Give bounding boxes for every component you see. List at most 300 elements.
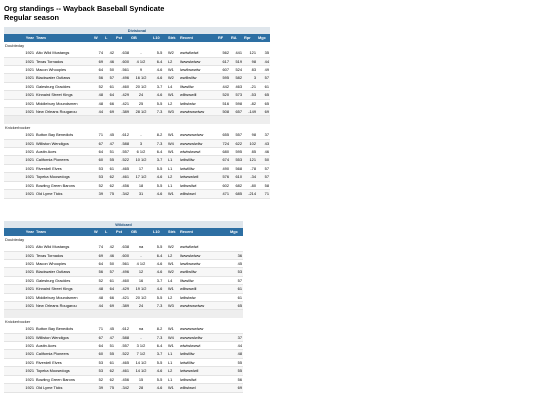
table-cell: .557 — [115, 342, 130, 350]
table-cell[interactable]: Button Bay Benedicts — [35, 325, 93, 333]
table-cell: 5-5 — [152, 49, 167, 57]
table-cell[interactable]: Topeka Moosedogs — [35, 173, 93, 181]
table-cell: 61 — [104, 82, 115, 90]
table-cell: .342 — [115, 190, 130, 198]
table-cell[interactable]: Bowling Green Barons — [35, 375, 93, 383]
table-cell: 18 — [130, 181, 152, 189]
table-cell: 75 — [104, 190, 115, 198]
divisional-column-header[interactable]: GB — [130, 34, 152, 41]
table-cell: .522 — [115, 350, 130, 358]
table-cell: 64 — [93, 148, 104, 156]
table-cell[interactable]: Macon Whoopies — [35, 66, 93, 74]
table-cell: 52 — [93, 82, 104, 90]
table-cell: W1 — [167, 384, 179, 392]
table-cell: wlllwwwlll — [179, 285, 229, 293]
table-cell: 67 — [93, 333, 104, 341]
table-cell: 53 — [93, 164, 104, 172]
table-cell: 20 1/2 — [130, 82, 152, 90]
table-cell: 69 — [93, 251, 104, 259]
table-row — [4, 358, 243, 366]
table-cell: -78 — [243, 164, 257, 172]
wildcard-column-header[interactable]: Recent — [179, 228, 229, 235]
table-cell: 595 — [230, 148, 243, 156]
table-cell: 85 — [243, 148, 257, 156]
table-row — [4, 82, 270, 90]
table-cell: 519 — [230, 57, 243, 65]
table-cell — [229, 243, 243, 251]
table-cell: 1921 — [4, 181, 35, 189]
wildcard-column-header[interactable]: W — [93, 228, 104, 235]
table-cell[interactable]: Old Lyme Ticks — [35, 190, 93, 198]
table-cell: 1921 — [4, 251, 35, 259]
table-cell: 1921 — [4, 384, 35, 392]
table-cell: 19 1/2 — [130, 285, 152, 293]
wildcard-column-header[interactable]: Pct — [115, 228, 130, 235]
table-cell: 69 — [104, 302, 115, 310]
table-cell: 1921 — [4, 342, 35, 350]
table-cell: 1921 — [4, 139, 35, 147]
table-cell: 7-3 — [152, 302, 167, 310]
table-cell: 46 — [257, 148, 270, 156]
table-cell: -34 — [243, 173, 257, 181]
table-cell: .460 — [115, 276, 130, 284]
table-cell: 4 1/2 — [130, 260, 152, 268]
table-cell: .557 — [115, 148, 130, 156]
table-cell: wlwlwlwwwl — [179, 148, 217, 156]
table-cell: - — [130, 131, 152, 139]
table-cell: 617 — [217, 57, 230, 65]
table-cell: L1 — [167, 375, 179, 383]
table-cell[interactable]: Bowling Green Barons — [35, 181, 93, 189]
table-cell: lwwllwwwlw — [179, 260, 229, 268]
table-cell: 55 — [229, 358, 243, 366]
table-cell: .460 — [115, 82, 130, 90]
table-cell: 4-6 — [152, 367, 167, 375]
wildcard-column-header[interactable]: Strk — [167, 228, 179, 235]
table-cell: 1921 — [4, 156, 35, 164]
table-cell: 50 — [104, 66, 115, 74]
table-cell: 44 — [93, 108, 104, 116]
table-cell: W1 — [167, 131, 179, 139]
table-cell: 64 — [93, 342, 104, 350]
table-cell: W1 — [167, 66, 179, 74]
table-cell: lwllwlwlw — [179, 99, 217, 107]
table-cell: 66 — [104, 293, 115, 301]
divisional-column-header[interactable]: Strk — [167, 34, 179, 41]
wildcard-column-header[interactable]: L — [104, 228, 115, 235]
table-cell[interactable]: Old Lyme Ticks — [35, 384, 93, 392]
table-cell: 62 — [104, 375, 115, 383]
table-cell: 98 — [243, 131, 257, 139]
table-cell: 61 — [104, 358, 115, 366]
table-row — [4, 268, 243, 276]
table-cell: 39 — [93, 384, 104, 392]
table-cell: 622 — [230, 139, 243, 147]
table-cell: 4-6 — [152, 285, 167, 293]
table-cell[interactable]: Button Bay Benedicts — [35, 131, 93, 139]
table-cell: 3-7 — [152, 156, 167, 164]
table-cell: 57 — [104, 268, 115, 276]
table-cell: lwlwlllllw — [179, 358, 229, 366]
table-cell: 7-3 — [152, 108, 167, 116]
table-cell: 5-5 — [152, 181, 167, 189]
table-cell: 58 — [257, 181, 270, 189]
table-cell: 57 — [104, 74, 115, 82]
table-cell: 20 1/2 — [130, 293, 152, 301]
table-cell: .421 — [115, 99, 130, 107]
table-cell: .389 — [115, 108, 130, 116]
table-cell: 37 — [229, 333, 243, 341]
table-cell: 48 — [93, 99, 104, 107]
table-cell: 1921 — [4, 276, 35, 284]
divisional-column-header[interactable]: RF — [217, 34, 230, 41]
table-cell: .612 — [115, 131, 130, 139]
table-cell: 51 — [104, 342, 115, 350]
table-cell: lwllwlwlw — [179, 293, 229, 301]
table-cell[interactable]: Blackwater Outlaws — [35, 268, 93, 276]
divisional-column-header[interactable]: Rpr — [243, 34, 257, 41]
table-row — [4, 243, 243, 251]
table-cell: L2 — [167, 367, 179, 375]
divisional-column-header[interactable]: RA — [230, 34, 243, 41]
table-cell: W1 — [167, 91, 179, 99]
table-cell: 3-7 — [152, 82, 167, 90]
divisional-column-header[interactable]: Year — [4, 34, 35, 41]
table-cell: L4 — [167, 82, 179, 90]
table-cell: .389 — [115, 302, 130, 310]
table-cell: 65 — [229, 302, 243, 310]
table-cell: .638 — [115, 49, 130, 57]
table-row — [4, 91, 270, 99]
table-cell: .465 — [115, 164, 130, 172]
table-cell: 61 — [229, 285, 243, 293]
table-cell: lwllwllllw — [179, 156, 217, 164]
wildcard-column-header[interactable]: Team — [35, 228, 93, 235]
table-cell: 3-7 — [152, 350, 167, 358]
table-cell: 610 — [230, 173, 243, 181]
table-cell[interactable]: Alto Wild Mustangs — [35, 49, 93, 57]
table-cell: 4 1/2 — [130, 57, 152, 65]
table-cell: lwllwllllw — [179, 350, 229, 358]
table-cell[interactable]: Williston Wendigos — [35, 333, 93, 341]
table-cell[interactable]: New Orleans Rougarou — [35, 302, 93, 310]
table-row — [4, 333, 243, 341]
table-cell: 35 — [257, 49, 270, 57]
table-row — [4, 276, 243, 284]
table-cell: 3 — [130, 139, 152, 147]
table-cell: wwlllwlllw — [179, 74, 217, 82]
table-cell: 1921 — [4, 148, 35, 156]
table-cell: L2 — [167, 57, 179, 65]
table-cell: 48 — [229, 350, 243, 358]
table-cell: 1921 — [4, 190, 35, 198]
table-cell: - — [130, 333, 152, 341]
table-cell: - — [130, 49, 152, 57]
table-cell[interactable]: Kinnaird Street Kings — [35, 285, 93, 293]
table-cell: 62 — [104, 173, 115, 181]
table-cell: 62 — [104, 367, 115, 375]
table-cell: L1 — [167, 350, 179, 358]
table-cell: 1921 — [4, 49, 35, 57]
table-cell[interactable]: Alto Wild Mustangs — [35, 243, 93, 251]
table-cell: 57 — [257, 74, 270, 82]
table-cell: 17 1/2 — [130, 173, 152, 181]
table-cell: 75 — [104, 384, 115, 392]
table-cell[interactable]: California Pioneers — [35, 350, 93, 358]
table-cell: .456 — [115, 375, 130, 383]
table-row — [4, 108, 270, 116]
divisional-column-header[interactable]: L10 — [152, 34, 167, 41]
table-cell: 74 — [93, 243, 104, 251]
table-cell: 66 — [104, 99, 115, 107]
table-cell: 24 — [130, 302, 152, 310]
table-cell: 47 — [104, 139, 115, 147]
table-cell: 9 — [130, 66, 152, 74]
table-row — [4, 260, 243, 268]
table-cell: 48 — [93, 91, 104, 99]
table-cell: 45 — [104, 131, 115, 139]
table-cell: 46 — [104, 251, 115, 259]
table-cell: 55 — [104, 350, 115, 358]
page-subtitle: Regular season — [4, 13, 60, 22]
table-cell: lwlwwwlwll — [179, 173, 217, 181]
table-cell: 5-5 — [152, 243, 167, 251]
table-cell: 1921 — [4, 66, 35, 74]
table-row — [4, 148, 270, 156]
table-cell[interactable]: Riverdell Elves — [35, 358, 93, 366]
page-title: Org standings -- Wayback Baseball Syndicate — [4, 4, 165, 13]
table-cell: 53 — [93, 358, 104, 366]
wildcard-group-label: Knickerbocker — [4, 318, 243, 325]
table-cell: 56 — [93, 268, 104, 276]
table-row — [4, 66, 270, 74]
table-cell[interactable]: California Pioneers — [35, 156, 93, 164]
table-cell: 4-6 — [152, 91, 167, 99]
table-cell: 5-5 — [152, 375, 167, 383]
table-cell: 48 — [93, 285, 104, 293]
table-cell[interactable]: Texas Tornados — [35, 251, 93, 259]
table-cell: 4-6 — [152, 190, 167, 198]
table-cell: .600 — [115, 57, 130, 65]
wildcard-standings-table — [4, 221, 243, 393]
table-cell: 1921 — [4, 99, 35, 107]
table-cell: .612 — [115, 325, 130, 333]
table-cell: 657 — [230, 108, 243, 116]
table-cell: 1921 — [4, 293, 35, 301]
table-cell: 602 — [217, 181, 230, 189]
table-cell: .561 — [115, 260, 130, 268]
table-cell: 1921 — [4, 285, 35, 293]
table-cell: 67 — [93, 139, 104, 147]
table-row — [4, 251, 243, 259]
table-cell: wlllwlwwl — [179, 384, 229, 392]
table-cell: L4 — [167, 276, 179, 284]
table-cell: 8-2 — [152, 325, 167, 333]
table-cell: 4-6 — [152, 384, 167, 392]
table-cell: 655 — [217, 131, 230, 139]
table-cell: 64 — [93, 260, 104, 268]
divisional-header-row — [4, 34, 270, 41]
table-cell: 607 — [217, 66, 230, 74]
table-cell: 64 — [93, 66, 104, 74]
table-cell: 508 — [217, 108, 230, 116]
table-cell: wlwlwlwwwl — [179, 342, 229, 350]
table-cell: wwwwwlwllw — [179, 333, 229, 341]
table-cell: wwlllwlllw — [179, 268, 229, 276]
table-cell: 14 1/2 — [130, 358, 152, 366]
table-cell[interactable]: Blackwater Outlaws — [35, 74, 93, 82]
table-cell: W2 — [167, 268, 179, 276]
table-row — [4, 156, 270, 164]
table-cell[interactable]: Williston Wendigos — [35, 139, 93, 147]
table-cell: 1921 — [4, 82, 35, 90]
table-cell: 12 — [130, 268, 152, 276]
group-spacer — [4, 310, 243, 318]
table-cell: 69 — [229, 384, 243, 392]
table-cell: 53 — [229, 268, 243, 276]
table-cell: 51 — [104, 148, 115, 156]
table-cell: 53 — [93, 173, 104, 181]
wildcard-column-header[interactable]: L10 — [152, 228, 167, 235]
table-cell[interactable]: Austin Aces — [35, 342, 93, 350]
table-cell: 65 — [257, 91, 270, 99]
table-cell: 50 — [257, 156, 270, 164]
table-cell[interactable]: Galesburg Grackles — [35, 82, 93, 90]
table-cell: wwwwwwlww — [179, 325, 229, 333]
table-cell: 1921 — [4, 350, 35, 358]
table-cell: wwwlwwwlww — [179, 108, 217, 116]
table-cell: 43 — [257, 139, 270, 147]
table-cell: 553 — [230, 156, 243, 164]
table-row — [4, 131, 270, 139]
table-cell: 520 — [217, 91, 230, 99]
table-cell: 56 — [229, 375, 243, 383]
table-cell: 1921 — [4, 57, 35, 65]
divisional-column-header[interactable]: Pct — [115, 34, 130, 41]
table-cell: 6-4 — [152, 251, 167, 259]
table-cell: 47 — [104, 333, 115, 341]
divisional-column-header[interactable]: Recent — [179, 34, 217, 41]
divisional-column-header[interactable]: Mgc — [257, 34, 270, 41]
table-cell: 121 — [243, 49, 257, 57]
table-cell[interactable]: Macon Whoopies — [35, 260, 93, 268]
table-cell: W1 — [167, 342, 179, 350]
table-cell[interactable]: Topeka Moosedogs — [35, 367, 93, 375]
table-cell: 50 — [104, 260, 115, 268]
table-cell: 61 — [257, 82, 270, 90]
table-cell: 53 — [93, 367, 104, 375]
table-cell: 61 — [104, 276, 115, 284]
table-row — [4, 57, 270, 65]
table-cell: wwwlwwwlww — [179, 302, 229, 310]
table-row — [4, 384, 243, 392]
table-cell[interactable]: Middlebury Moundsmen — [35, 293, 93, 301]
table-cell: na — [130, 243, 152, 251]
table-cell: 524 — [230, 66, 243, 74]
table-cell: 121 — [243, 156, 257, 164]
table-cell: 724 — [217, 139, 230, 147]
table-cell: 28 — [130, 384, 152, 392]
table-row — [4, 285, 243, 293]
wildcard-column-header[interactable]: GB — [130, 228, 152, 235]
table-cell: 52 — [93, 375, 104, 383]
table-row — [4, 367, 243, 375]
table-cell[interactable]: New Orleans Rougarou — [35, 108, 93, 116]
table-cell: 7-3 — [152, 139, 167, 147]
table-cell: 57 — [229, 276, 243, 284]
table-cell: 14 1/2 — [130, 367, 152, 375]
table-cell: 6-4 — [152, 57, 167, 65]
divisional-column-header[interactable]: L — [104, 34, 115, 41]
table-cell: 55 — [229, 367, 243, 375]
table-cell: W4 — [167, 333, 179, 341]
table-cell: 5-5 — [152, 99, 167, 107]
table-cell: lwwllwwwlw — [179, 66, 217, 74]
table-cell: L2 — [167, 293, 179, 301]
table-cell: 16 1/2 — [130, 74, 152, 82]
table-cell: L1 — [167, 181, 179, 189]
divisional-column-header[interactable]: W — [93, 34, 104, 41]
wildcard-column-header[interactable]: Mgc — [229, 228, 243, 235]
table-cell[interactable]: Texas Tornados — [35, 57, 93, 65]
table-cell: .522 — [115, 156, 130, 164]
table-cell: wlllwlwwl — [179, 190, 217, 198]
table-cell: 16 — [130, 276, 152, 284]
table-cell: W1 — [167, 260, 179, 268]
table-cell: 39 — [93, 190, 104, 198]
table-cell: 62 — [104, 181, 115, 189]
table-cell: 1921 — [4, 325, 35, 333]
table-cell: 5-5 — [152, 358, 167, 366]
table-cell: 71 — [93, 325, 104, 333]
table-cell: 25 — [130, 99, 152, 107]
table-cell: wwlwllwlwl — [179, 49, 217, 57]
table-cell: 576 — [217, 173, 230, 181]
table-row — [4, 99, 270, 107]
wildcard-column-header[interactable]: Year — [4, 228, 35, 235]
table-cell[interactable]: Middlebury Moundsmen — [35, 99, 93, 107]
table-cell: - — [130, 251, 152, 259]
table-cell: W1 — [167, 148, 179, 156]
table-cell: 7-3 — [152, 333, 167, 341]
table-cell[interactable]: Austin Aces — [35, 148, 93, 156]
table-cell: 74 — [93, 49, 104, 57]
table-cell: 1921 — [4, 358, 35, 366]
table-cell: 682 — [230, 181, 243, 189]
table-cell: 98 — [243, 57, 257, 65]
table-cell: .638 — [115, 243, 130, 251]
divisional-column-header[interactable]: Team — [35, 34, 93, 41]
table-cell: 4-6 — [152, 173, 167, 181]
table-cell: 490 — [217, 164, 230, 172]
table-cell[interactable]: Galesburg Grackles — [35, 276, 93, 284]
table-cell: 71 — [93, 131, 104, 139]
table-row — [4, 74, 270, 82]
table-cell: 64 — [104, 91, 115, 99]
table-cell: 44 — [229, 342, 243, 350]
table-cell: 595 — [217, 74, 230, 82]
table-cell: 71 — [257, 190, 270, 198]
table-cell: -149 — [243, 108, 257, 116]
table-cell: -214 — [243, 190, 257, 198]
table-cell: 60 — [93, 156, 104, 164]
table-cell[interactable]: Kinnaird Street Kings — [35, 91, 93, 99]
table-cell[interactable]: Riverdell Elves — [35, 164, 93, 172]
table-cell: 1921 — [4, 268, 35, 276]
table-cell: 57 — [257, 164, 270, 172]
table-cell: 471 — [217, 190, 230, 198]
table-row — [4, 302, 243, 310]
